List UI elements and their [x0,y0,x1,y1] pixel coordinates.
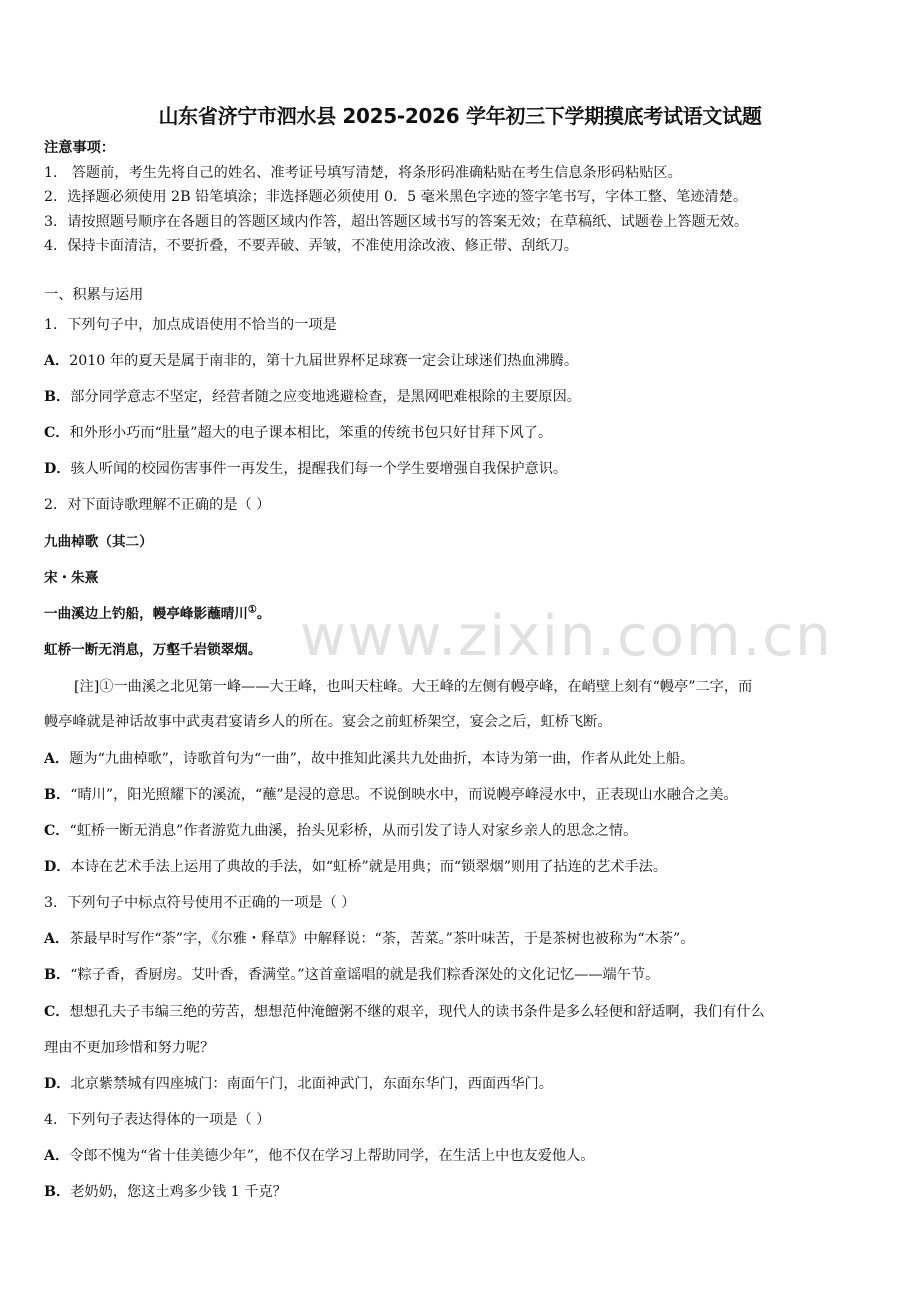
q2-option-a [44,748,880,768]
option-text: 想想孔夫子韦编三绝的劳苦，想想范仲淹饘粥不继的艰辛，现代人的读书条件是多么轻便和舒适啊，我们有什么 [69,1004,765,1020]
q2-option-c [44,820,880,840]
q2-option-b [44,784,880,804]
poem-line-1-text: 一曲溪边上钓船，幔亭峰影蘸晴川 [44,606,248,622]
q2-stem: 2．对下面诗歌理解不正确的是（ ） [44,497,271,513]
option-label: A． [44,931,70,947]
option-label: A． [44,353,70,369]
option-text: 骇人听闻的校园伤害事件一再发生，提醒我们每一个学生要增强自我保护意识。 [70,461,568,477]
poem-line-1-end: 。 [256,606,271,622]
q1-option-d [44,458,880,478]
q4-option-b [44,1181,880,1201]
q4-option-a [44,1145,880,1165]
notice-item-1: 1． 答题前，考生先将自己的姓名、准考证号填写清楚，将条形码准确粘贴在考生信息条形码粘贴区。 [44,165,682,181]
notice-heading: 注意事项： [44,140,115,156]
option-text: 题为“九曲棹歌”，诗歌首句为“一曲”，故中推知此溪共九处曲折，本诗为第一曲，作者从此处上船。 [69,751,695,767]
watermark: www.zixin.com.cn [300,604,833,669]
q4-stem: 4．下列句子表达得体的一项是（ ） [44,1112,271,1128]
poem-title: 九曲棹歌（其二） [44,534,153,550]
q3-option-b [44,964,880,984]
q3-stem: 3．下列句子中标点符号使用不正确的一项是（ ） [44,895,356,911]
section-heading: 一、积累与运用 [44,287,144,303]
option-label: B． [44,787,71,803]
option-text: 茶最早时写作“荼”字，《尔雅・释草》中解释说：“荼，苦菜。”茶叶味苦，于是茶树也被称为“木荼”。 [69,931,695,947]
q1-option-b [44,386,880,406]
q3-option-c-cont: 理由不更加珍惜和努力呢？ [44,1040,215,1056]
option-label: B． [44,389,71,405]
option-text: 令郎不愧为“省十佳美德少年”，他不仅在学习上帮助同学，在生活上中也友爱他人。 [69,1148,595,1164]
option-label: A． [44,751,70,767]
option-label: A． [44,1148,70,1164]
option-label: B． [44,1184,71,1200]
option-text: 本诗在艺术手法上运用了典故的手法，如“虹桥”就是用典；而“锁翠烟”则用了拈连的艺术手法。 [70,859,668,875]
footnote-mark: ① [247,604,257,616]
option-label: D． [44,859,71,875]
option-label: C． [44,425,70,441]
option-label: C． [44,1004,70,1020]
notice-item-2: 2．选择题必须使用 2B 铅笔填涂；非选择题必须使用 0．5 毫米黑色字迹的签字笔书写，字体工整、笔迹清楚。 [44,189,748,205]
q1-option-a [44,350,880,370]
option-text: 老奶奶，您这土鸡多少钱 1 千克？ [70,1184,287,1200]
option-label: D． [44,461,71,477]
option-text: 2010 年的夏天是属于南非的，第十九届世界杯足球赛一定会让球迷们热血沸腾。 [69,353,579,369]
poem-note-2: 幔亭峰就是神话故事中武夷君宴请乡人的所在。宴会之前虹桥架空，宴会之后，虹桥飞断。 [44,714,612,730]
option-text: 北京紫禁城有四座城门：南面午门，北面神武门，东面东华门，西面西华门。 [70,1076,553,1092]
q1-option-c [44,422,880,442]
poem-author: 宋・朱熹 [44,570,99,586]
exam-title: 山东省济宁市泗水县 2025-2026 学年初三下学期摸底考试语文试题 [158,104,762,128]
q1-stem: 1．下列句子中，加点成语使用不恰当的一项是 [44,317,337,333]
option-text: “粽子香，香厨房。艾叶香，香满堂。”这首童谣唱的就是我们粽香深处的文化记忆——端午节。 [70,967,660,983]
q3-option-d [44,1073,880,1093]
option-label: C． [44,823,70,839]
q3-option-c [44,1001,880,1021]
poem-note-1: [注]①一曲溪之北见第一峰——大王峰，也叫天柱峰。大王峰的左侧有幔亭峰，在峭壁上刻有“幔亭”二字，而 [74,679,753,695]
notice-item-4: 4．保持卡面清洁，不要折叠，不要弄破、弄皱，不准使用涂改液、修正带、刮纸刀。 [44,238,578,254]
option-text: “虹桥一断无消息”作者游览九曲溪，抬头见彩桥，从而引发了诗人对家乡亲人的思念之情。 [69,823,638,839]
option-text: 部分同学意志不坚定，经营者随之应变地逃避检查，是黑网吧难根除的主要原因。 [70,389,581,405]
option-text: 和外形小巧而“肚量”超大的电子课本相比，笨重的传统书包只好甘拜下风了。 [69,425,553,441]
option-label: D． [44,1076,71,1092]
q2-option-d [44,856,880,876]
poem-line-2: 虹桥一断无消息，万壑千岩锁翠烟。 [44,642,262,658]
q3-option-a [44,928,880,948]
option-label: B． [44,967,71,983]
option-text: “晴川”，阳光照耀下的溪流，“蘸”是浸的意思。不说倒映水中，而说幔亭峰浸水中，正表现山水融合之美。 [70,787,738,803]
notice-item-3: 3．请按照题号顺序在各题目的答题区域内作答，超出答题区域书写的答案无效；在草稿纸、试题卷上答题无效。 [44,214,749,230]
